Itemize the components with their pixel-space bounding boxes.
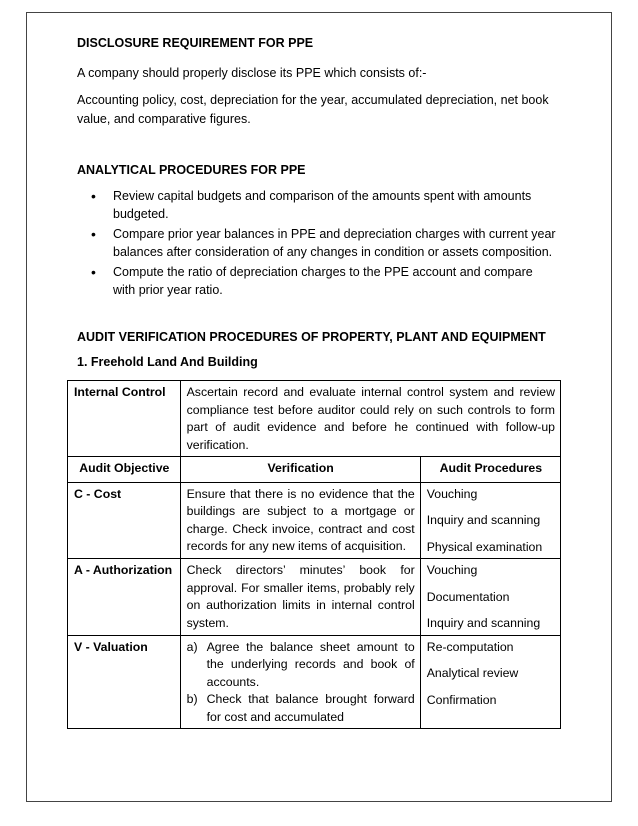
table-row <box>68 559 561 636</box>
verification-cell: Check directors’ minutes’ book for approval. For smaller items, probably rely on authorization limits in internal control system. <box>180 559 420 636</box>
procedure-item: Vouching <box>426 486 478 501</box>
analytical-heading: ANALYTICAL PROCEDURES FOR PPE <box>77 163 306 177</box>
verification-cell <box>180 635 420 729</box>
header-audit-objective: Audit Objective <box>68 457 181 483</box>
document-content <box>77 36 557 369</box>
audit-heading: AUDIT VERIFICATION PROCEDURES OF PROPERTY, PLANT AND EQUIPMENT <box>77 330 546 344</box>
audit-subheading: 1. Freehold Land And Building <box>77 355 258 369</box>
bullet-item: • Compute the ratio of depreciation charges to the PPE account and compare with prior year ratio. <box>77 263 557 299</box>
bullet-item: • Review capital budgets and comparison of the amounts spent with amounts budgeted. <box>77 187 557 223</box>
procedure-item: Inquiry and scanning <box>426 513 541 527</box>
verification-list-item <box>187 639 415 692</box>
procedure-item: Documentation <box>426 589 510 604</box>
procedures-cell <box>420 635 560 729</box>
header-audit-procedures: Audit Procedures <box>420 457 560 483</box>
procedure-item: Physical examination <box>426 539 543 554</box>
procedures-cell <box>420 482 560 559</box>
verification-cell: Ensure that there is no evidence that the buildings are subject to a mortgage or charge. Check invoice, contract and cost records for any new items of acquisition. <box>180 482 420 559</box>
objective-cell: C - Cost <box>68 482 181 559</box>
objective-cell: V - Valuation <box>68 635 181 729</box>
objective-cell: A - Authorization <box>68 559 181 636</box>
procedure-item: Vouching <box>426 563 478 577</box>
header-verification: Verification <box>180 457 420 483</box>
table-row <box>68 482 561 559</box>
disclosure-body: Accounting policy, cost, depreciation for the year, accumulated depreciation, net book value, and comparative figures. <box>77 93 549 126</box>
list-item-text: Agree the balance sheet amount to the underlying records and book of accounts. <box>206 639 415 689</box>
analytical-bullet-list <box>77 187 557 299</box>
procedure-item: Confirmation <box>426 692 497 707</box>
disclosure-intro: A company should properly disclose its PPE which consists of:- <box>77 66 427 80</box>
disclosure-heading: DISCLOSURE REQUIREMENT FOR PPE <box>77 36 314 50</box>
procedure-item: Analytical review <box>426 666 519 680</box>
verification-list-item <box>187 691 415 726</box>
audit-table <box>67 380 561 729</box>
internal-control-label: Internal Control <box>68 381 181 457</box>
internal-control-row <box>68 381 561 457</box>
bullet-item: • Compare prior year balances in PPE and depreciation charges with current year balances after consideration of any changes in condition or assets composition. <box>77 225 557 261</box>
table-header-row <box>68 457 561 483</box>
procedures-cell <box>420 559 560 636</box>
procedure-item: Re-computation <box>426 639 514 654</box>
list-marker: b) <box>186 692 198 706</box>
table-row <box>68 635 561 729</box>
internal-control-text: Ascertain record and evaluate internal control system and review compliance test before auditor could rely on such controls to form part of audit evidence and before he continued with follow-up verification. <box>180 381 560 457</box>
procedure-item: Inquiry and scanning <box>426 616 541 630</box>
list-marker: a) <box>186 639 198 654</box>
list-item-text: Check that balance brought forward for cost and accumulated <box>206 692 415 724</box>
